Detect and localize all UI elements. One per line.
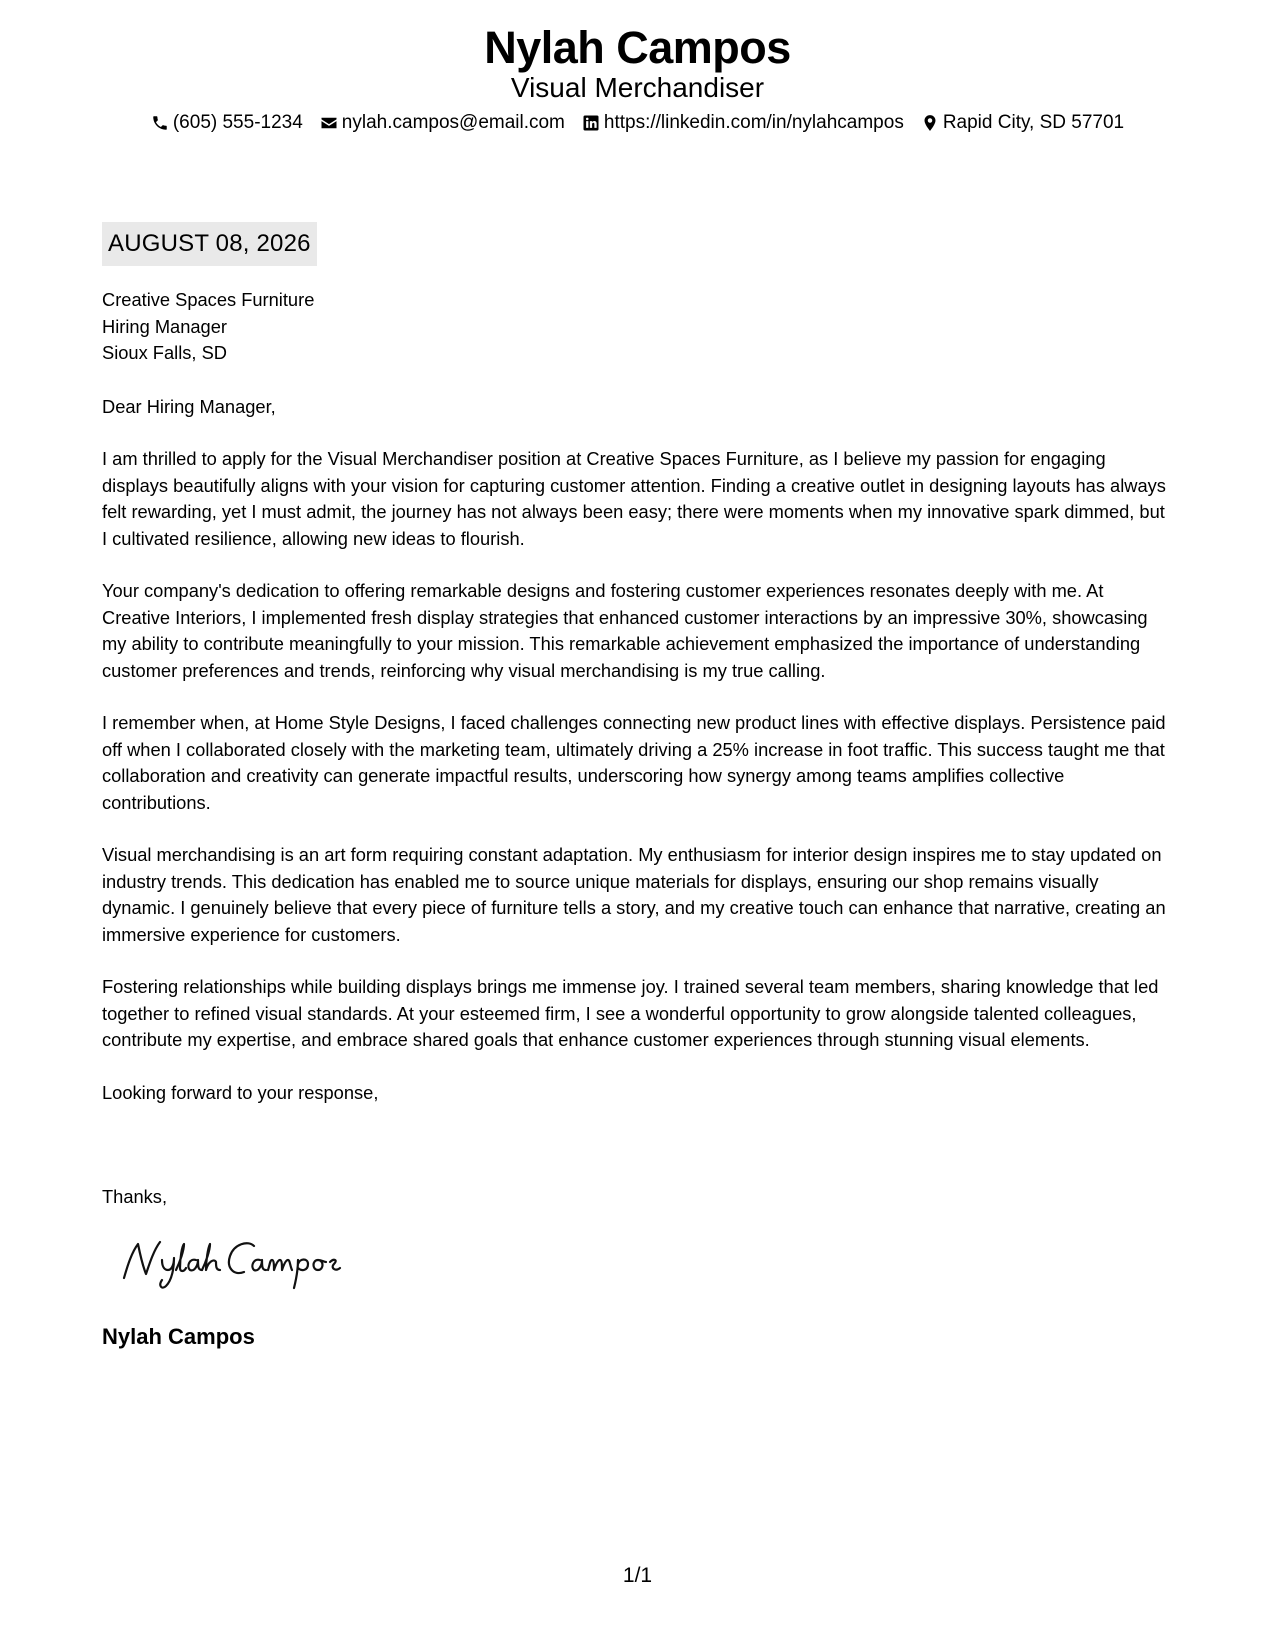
contact-phone [151,110,303,136]
page-indicator: 1/1 [622,1564,653,1587]
contact-location [921,110,1124,136]
applicant-title: Visual Merchandiser [510,72,765,103]
location-text: Rapid City, SD 57701 [942,112,1125,133]
contact-email[interactable] [320,110,565,136]
body-paragraph-3: I remember when, at Home Style Designs, I faced challenges connecting new product lines with effective displays. Persistence paid off when I collaborated closely with the marketing team, ultimately driving a 25% increase in foot traffic. This success taught me that collaboration and creativity can generate impactful results, underscoring how synergy among teams amplifies collective contributions. [102,712,1166,813]
phone-text: (605) 555-1234 [172,112,303,133]
letter-date: AUGUST 08, 2026 [102,222,317,266]
recipient-location: Sioux Falls, SD [102,342,227,363]
linkedin-icon [582,114,600,132]
closing-line: Looking forward to your response, [102,1081,379,1103]
handwritten-signature [116,1234,376,1290]
recipient-role: Hiring Manager [102,315,227,337]
phone-icon [151,114,169,132]
signer-name: Nylah Campos [102,1324,255,1349]
linkedin-text: https://linkedin.com/in/nylahcampos [603,112,904,133]
body-paragraph-2: Your company's dedication to offering remarkable designs and fostering customer experiences resonates deeply with me. At Creative Interiors, I implemented fresh display strategies that enhanced customer interactions by an impressive 30%, showcasing my ability to contribute meaningfully to your mission. This remarkable achievement emphasized the importance of understanding customer preferences and trends, reinforcing why visual merchandising is my true calling. [102,580,1148,681]
letter-body [102,287,1172,1106]
recipient-block [102,287,1172,367]
signoff: Thanks, [102,1186,168,1207]
map-pin-icon [921,114,939,132]
letter-header [0,22,1275,136]
body-paragraph-1: I am thrilled to apply for the Visual Merchandiser position at Creative Spaces Furniture, as I believe my passion for engaging displays beautifully aligns with your vision for capturing customer attention. Finding a creative outlet in designing layouts has always felt rewarding, yet I must admit, the journey has not always been easy; there were moments when my innovative spark dimmed, but I cultivated resilience, allowing new ideas to flourish. [102,448,1166,549]
body-paragraph-5: Fostering relationships while building displays brings me immense joy. I trained several team members, sharing knowledge that led together to refined visual standards. At your esteemed firm, I see a wonderful opportunity to grow alongside talented colleagues, contribute my expertise, and embrace shared goals that enhance customer experiences through stunning visual elements. [102,976,1159,1050]
salutation: Dear Hiring Manager, [102,395,276,417]
envelope-icon [320,114,338,132]
contact-linkedin[interactable] [582,110,904,136]
body-paragraph-4: Visual merchandising is an art form requiring constant adaptation. My enthusiasm for interior design inspires me to stay updated on industry trends. This dedication has enabled me to source unique materials for displays, ensuring our shop remains visually dynamic. I genuinely believe that every piece of furniture tells a story, and my creative touch can enhance that narrative, creating an immersive experience for customers. [102,844,1166,945]
email-text: nylah.campos@email.com [341,112,565,133]
contact-bar [0,110,1275,136]
recipient-company: Creative Spaces Furniture [102,289,315,310]
applicant-name: Nylah Campos [484,22,791,73]
